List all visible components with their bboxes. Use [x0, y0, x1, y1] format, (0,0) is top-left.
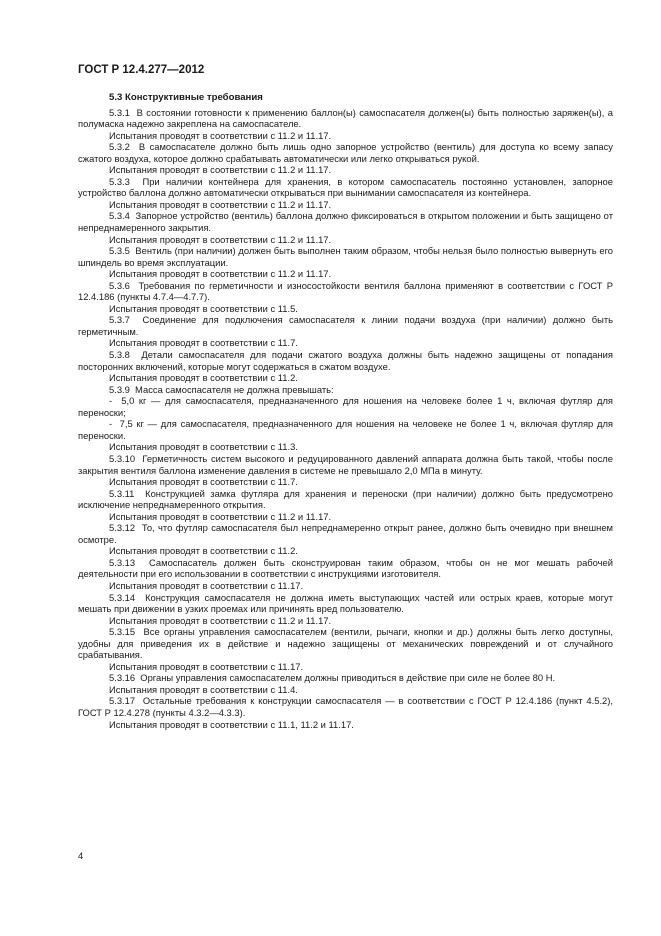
paragraph: Испытания проводят в соответствии с 11.2 и 11.17.: [109, 129, 332, 141]
paragraph: 5.3.3 При наличии контейнера для хранения, в котором самоспасатель постоянно установлен, запорное устройство баллона должно автоматически открываться при вынимании самоспасателя из контейнера.: [78, 175, 616, 199]
paragraph: 5.3.12 То, что футляр самоспасателя был непреднамеренно открыт ранее, должно быть очевидно при внешнем осмотре.: [78, 522, 616, 545]
paragraph: 5.3.15 Все органы управления самоспасателем (вентили, рычаги, кнопки и др.) должны быть легко доступны, удобны для приведения их в действие и надежно защищены от механических повреждений и от случайного срабатывания.: [78, 626, 616, 661]
paragraph: 5.3.2 В самоспасателе должно быть лишь одно запорное устройство (вентиль) для доступа ко всему запасу сжатого воздуха, которое должно срабатывать автоматически или легко открываться рукой.: [78, 141, 616, 164]
paragraph: Испытания проводят в соответствии с 11.2 и 11.17.: [109, 614, 332, 626]
paragraph: 5.3.11 Конструкцией замка футляра для хранения и переноски (при наличии) должно быть предусмотрено исключение непреднамеренного открытия.: [78, 487, 616, 511]
paragraph: 5.3.16 Органы управления самоспасателем должны приводиться в действие при силе не более 80 Н.: [109, 672, 556, 684]
paragraph: 5.3.4 Запорное устройство (вентиль) баллона должно фиксироваться в открытом положении и быть защищено от непреднамеренного закрытия.: [78, 210, 616, 234]
paragraph: Испытания проводят в соответствии с 11.4.: [109, 683, 298, 695]
paragraph: Испытания проводят в соответствии с 11.2 и 11.17.: [109, 233, 332, 245]
paragraph: 5.3.10 Герметичность систем высокого и редуцированного давлений аппарата должна быть такой, чтобы после закрытия вентиля баллона изменение давления в системе не превышало 2,0 МПа в минуту.: [78, 452, 616, 476]
paragraph: Испытания проводят в соответствии с 11.17.: [109, 660, 304, 672]
paragraph-list: [78, 106, 616, 731]
paragraph: 5.3.9 Масса самоспасателя не должна превышать:: [109, 383, 334, 395]
paragraph: 5.3.1 В состоянии готовности к применению баллон(ы) самоспасателя должен(ы) быть полностью заряжен(ы), а полумаска надежно закреплена на самоспасателе.: [78, 106, 616, 130]
paragraph: - 5,0 кг — для самоспасателя, предназначенного для ношения на человеке более 1 ч, включая футляр для переноски;: [78, 395, 616, 418]
paragraph: 5.3.13 Самоспасатель должен быть сконструирован таким образом, чтобы он не мог мешать рабочей деятельности при его использовании в соответствии с инструкциями изготовителя.: [78, 556, 616, 580]
page-content: [78, 92, 616, 730]
paragraph: 5.3.17 Остальные требования к конструкции самоспасателя — в соответствии с ГОСТ Р 12.4.186 (пункт 4.5.2), ГОСТ Р 12.4.278 (пункты 4.3.2—4.3.3).: [78, 695, 616, 718]
document-header: ГОСТ Р 12.4.277—2012: [78, 64, 205, 76]
paragraph: Испытания проводят в соответствии с 11.2.: [109, 545, 298, 557]
page-number: 4: [78, 850, 84, 861]
paragraph: Испытания проводят в соответствии с 11.1, 11.2 и 11.17.: [109, 718, 354, 730]
paragraph: 5.3.5 Вентиль (при наличии) должен быть выполнен таким образом, чтобы нельзя было полностью вывернуть его шпиндель во время эксплуатации.: [78, 245, 616, 268]
paragraph: Испытания проводят в соответствии с 11.3.: [109, 441, 298, 453]
paragraph: Испытания проводят в соответствии с 11.2 и 11.17.: [109, 510, 332, 522]
paragraph: Испытания проводят в соответствии с 11.2 и 11.17.: [109, 164, 332, 176]
paragraph: Испытания проводят в соответствии с 11.17.: [109, 579, 304, 591]
paragraph: 5.3.8 Детали самоспасателя для подачи сжатого воздуха должны быть надежно защищены от попадания посторонних включений, которые могут содержаться в сжатом воздухе.: [78, 349, 616, 372]
paragraph: Испытания проводят в соответствии с 11.2.: [109, 372, 298, 384]
paragraph: Испытания проводят в соответствии с 11.2 и 11.17.: [109, 268, 332, 280]
paragraph: Испытания проводят в соответствии с 11.2 и 11.17.: [109, 198, 332, 210]
paragraph: 5.3.14 Конструкция самоспасателя не должна иметь выступающих частей или острых краев, которые могут мешать при движении в узких проемах или причинять вред пользователю.: [78, 591, 616, 615]
paragraph: Испытания проводят в соответствии с 11.5.: [109, 302, 298, 314]
paragraph: Испытания проводят в соответствии с 11.7.: [109, 337, 298, 349]
paragraph: 5.3.6 Требования по герметичности и износостойкости вентиля баллона применяют в соответствии с ГОСТ Р 12.4.186 (пункты 4.7.4—4.7.7).: [78, 279, 616, 303]
paragraph: Испытания проводят в соответствии с 11.7.: [109, 476, 298, 488]
paragraph: - 7,5 кг — для самоспасателя, предназначенного для ношения на человеке не более 1 ч, включая футляр для переноски.: [78, 418, 616, 441]
section-title: 5.3 Конструктивные требования: [109, 92, 263, 103]
paragraph: 5.3.7 Соединение для подключения самоспасателя к линии подачи воздуха (при наличии) должно быть герметичным.: [78, 314, 616, 337]
